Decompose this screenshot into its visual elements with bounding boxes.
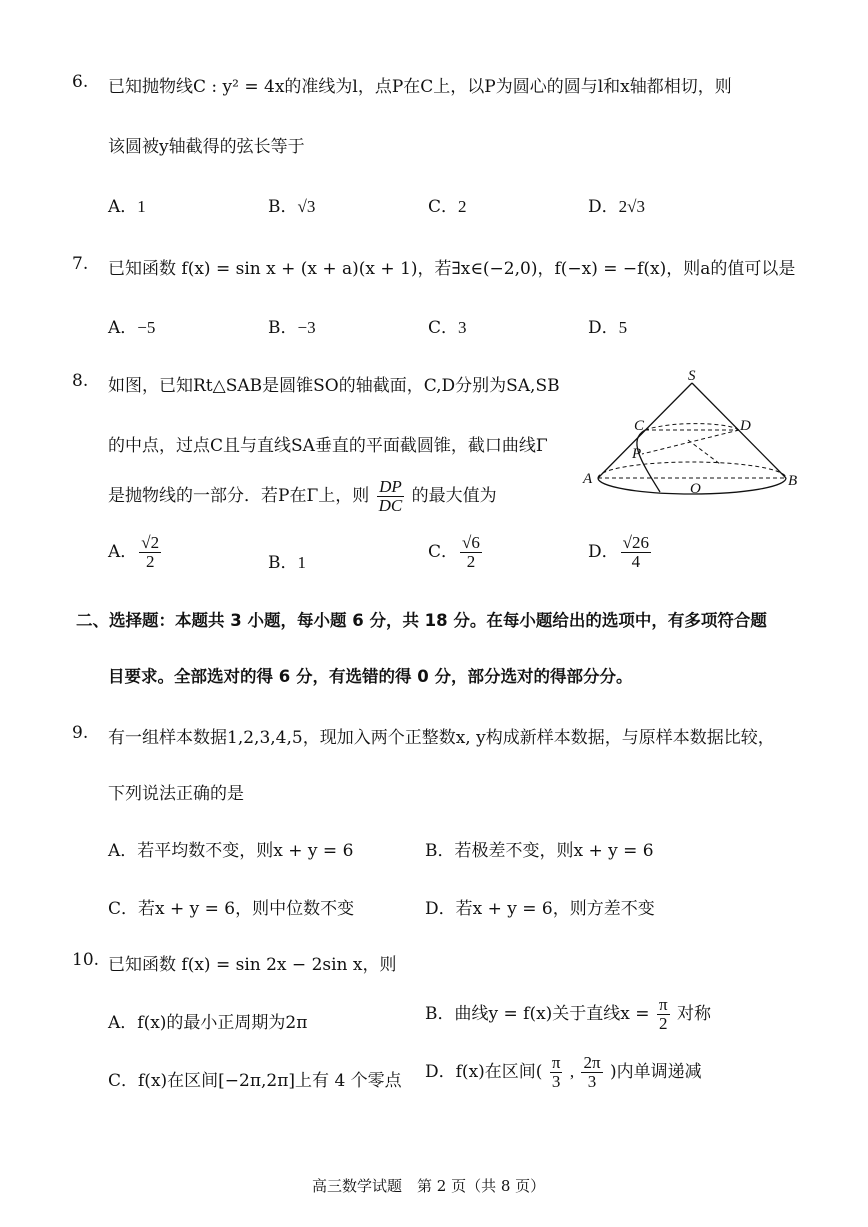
q8-number: 8. — [72, 371, 89, 391]
q8-label-a: A — [583, 471, 593, 487]
q8-label-o: O — [690, 481, 701, 497]
q6-stem-line1: 已知抛物线C : y² = 4x的准线为l，点P在C上，以P为圆心的圆与l和x轴都相切，则 — [108, 77, 732, 97]
q9-number: 9. — [72, 723, 89, 743]
q8-option-d: D． $\frac{√26}{4}$ — [588, 533, 649, 571]
q8-label-s: S — [688, 368, 696, 384]
q10-option-d: D．f(x)在区间( $\frac{\pi}{3}$ , $\frac{2\pi}{3}$ )内单调递减 — [425, 1053, 702, 1091]
q8-stem-line2: 的中点，过点C且与直线SA垂直的平面截圆锥，截口曲线Γ — [108, 436, 548, 456]
q7-option-b: B．−3 — [268, 318, 316, 338]
q9-option-c: C．若x + y = 6，则中位数不变 — [108, 899, 355, 919]
q8-label-c: C — [634, 418, 645, 434]
q8-stem-line3: 是抛物线的一部分．若P在Γ上，则 $\frac{DP}{DC}$ 的最大值为 — [108, 477, 497, 515]
q6-stem-line2: 该圆被y轴截得的弦长等于 — [108, 137, 305, 157]
q7-stem-line1: 已知函数 f(x) = sin x + (x + a)(x + 1)，若∃x∈(−2,0)，f(−x) = −f(x)，则a的值可以是 — [108, 259, 796, 279]
q8-cone-figure — [580, 368, 805, 503]
q7-number: 7. — [72, 254, 89, 274]
q6-option-b: B．√3 — [268, 197, 316, 217]
q10-option-b: B．曲线y = f(x)关于直线x = $\frac{\pi}{2}$ 对称 — [425, 995, 711, 1033]
section2-header-line2: 目要求。全部选对的得 6 分，有选错的得 0 分，部分选对的得部分分。 — [108, 667, 633, 686]
q8-option-c: C． $\frac{√6}{2}$ — [428, 533, 480, 571]
section2-header-line1: 二、选择题：本题共 3 小题，每小题 6 分，共 18 分。在每小题给出的选项中，有多项符合题 — [76, 611, 767, 630]
q10-number: 10. — [72, 950, 100, 970]
page-footer: 高三数学试题 第 2 页（共 8 页） — [312, 1177, 546, 1195]
q9-option-b: B．若极差不变，则x + y = 6 — [425, 841, 654, 861]
q8-stem-line1: 如图，已知Rt△SAB是圆锥SO的轴截面，C,D分别为SA,SB — [108, 376, 560, 396]
q8-label-p: P — [632, 446, 642, 462]
q8-label-b: B — [788, 473, 798, 489]
q6-option-a: A．1 — [108, 197, 146, 217]
q8-option-a: A． $\frac{√2}{2}$ — [108, 533, 160, 571]
q6-number: 6. — [72, 72, 89, 92]
q9-option-d: D．若x + y = 6，则方差不变 — [425, 899, 655, 919]
q9-stem-line2: 下列说法正确的是 — [108, 784, 244, 804]
q10-option-c: C．f(x)在区间[−2π,2π]上有 4 个零点 — [108, 1071, 402, 1091]
q10-stem-line1: 已知函数 f(x) = sin 2x − 2sin x，则 — [108, 955, 397, 975]
q8-option-b: B．1 — [268, 553, 306, 573]
q7-option-a: A．−5 — [108, 318, 156, 338]
q9-stem-line1: 有一组样本数据1,2,3,4,5，现加入两个正整数x, y构成新样本数据，与原样本数据比较， — [108, 728, 775, 748]
q9-option-a: A．若平均数不变，则x + y = 6 — [108, 841, 354, 861]
q10-option-a: A．f(x)的最小正周期为2π — [108, 1013, 308, 1033]
q7-option-d: D．5 — [588, 318, 628, 338]
q8-ratio-fraction: $\frac{DP}{DC}$ — [378, 477, 403, 515]
q6-option-c: C．2 — [428, 197, 467, 217]
q6-option-d: D．2√3 — [588, 197, 645, 217]
q7-option-c: C．3 — [428, 318, 467, 338]
q8-label-d: D — [740, 418, 751, 434]
